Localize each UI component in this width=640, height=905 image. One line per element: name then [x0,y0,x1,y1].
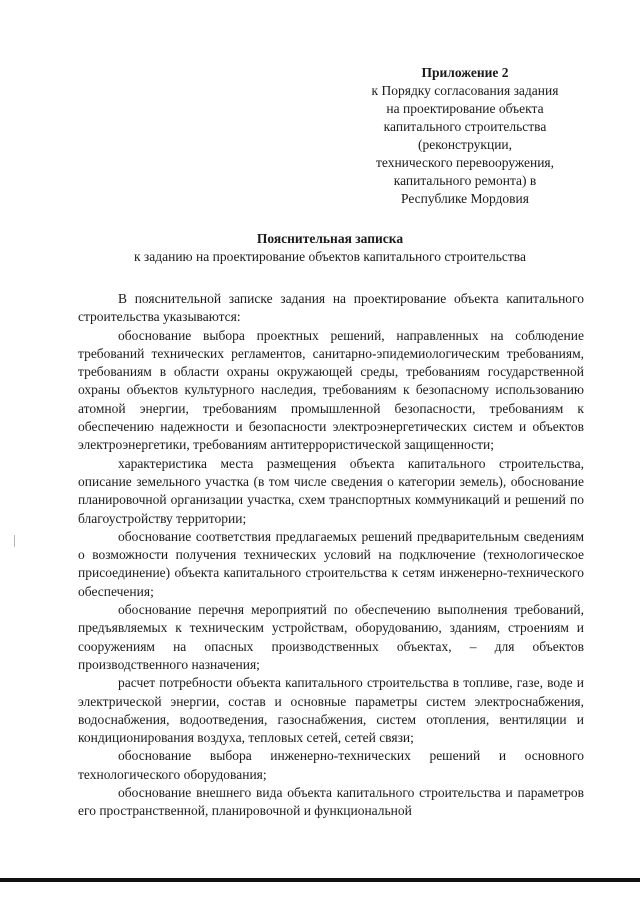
appendix-header [340,64,590,208]
page-bottom-border [0,878,640,882]
body-paragraph: обоснование выбора инженерно-технических решений и основного технологического оборудования; [78,748,584,782]
scan-artifact [14,535,15,547]
note-heading [60,230,600,266]
body-paragraph: обоснование перечня мероприятий по обеспечению выполнения требований, предъявляемых к техническим устройствам, оборудованию, зданиям, строениям и сооружениям на опасных производственных объектах, – для объектов производственного назначения; [78,602,584,672]
document-body [78,290,584,821]
body-paragraph: обоснование выбора проектных решений, направленных на соблюдение требований технических регламентов, санитарно-эпидемиологическим требованиям, требованиям в области охраны окружающей среды, требованиям государственной охраны объектов культурного наследия, требованиям к безопасному использованию атомной энергии, требованиям промышленной безопасности, требованиям к обеспечению надежности и безопасности электроэнергетических систем и объектов электроэнергетики, требованиям антитеррористической защищенности; [78,327,584,453]
appendix-line: технического перевооружения, [375,155,555,170]
body-paragraph: характеристика места размещения объекта капитального строительства, описание земельного участка (в том числе сведения о категории земель), обоснование планировочной организации участка, схем транспортных коммуникаций и решений по благоустройству территории; [78,455,584,526]
appendix-line: капитального строительства [383,119,547,134]
note-subtitle: к заданию на проектирование объектов капитального строительства [133,249,526,264]
appendix-line: капитального ремонта) в [393,173,537,188]
appendix-title: Приложение 2 [421,65,509,80]
body-paragraph: расчет потребности объекта капитального строительства в топливе, газе, воде и электрической энергии, состав и основные параметры систем электроснабжения, водоснабжения, водоотведения, газоснабжения, систем отопления, вентиляции и кондиционирования воздуха, тепловых сетей, сетей связи; [78,675,584,746]
note-title: Пояснительная записка [256,231,404,246]
appendix-line: Республике Мордовия [401,191,529,206]
appendix-line: (реконструкции, [417,137,513,152]
appendix-line: к Порядку согласования задания [371,83,559,98]
appendix-line: на проектирование объекта [386,101,544,116]
body-paragraph: обоснование внешнего вида объекта капитального строительства и параметров его пространственной, планировочной и функциональной [78,785,584,819]
body-paragraph: В пояснительной записке задания на проектирование объекта капитального строительства указываются: [78,291,584,325]
body-paragraph: обоснование соответствия предлагаемых решений предварительным сведениям о возможности получения технических условий на подключение (технологическое присоединение) объекта капитального строительства к сетям инженерно-технического обеспечения; [78,528,584,599]
